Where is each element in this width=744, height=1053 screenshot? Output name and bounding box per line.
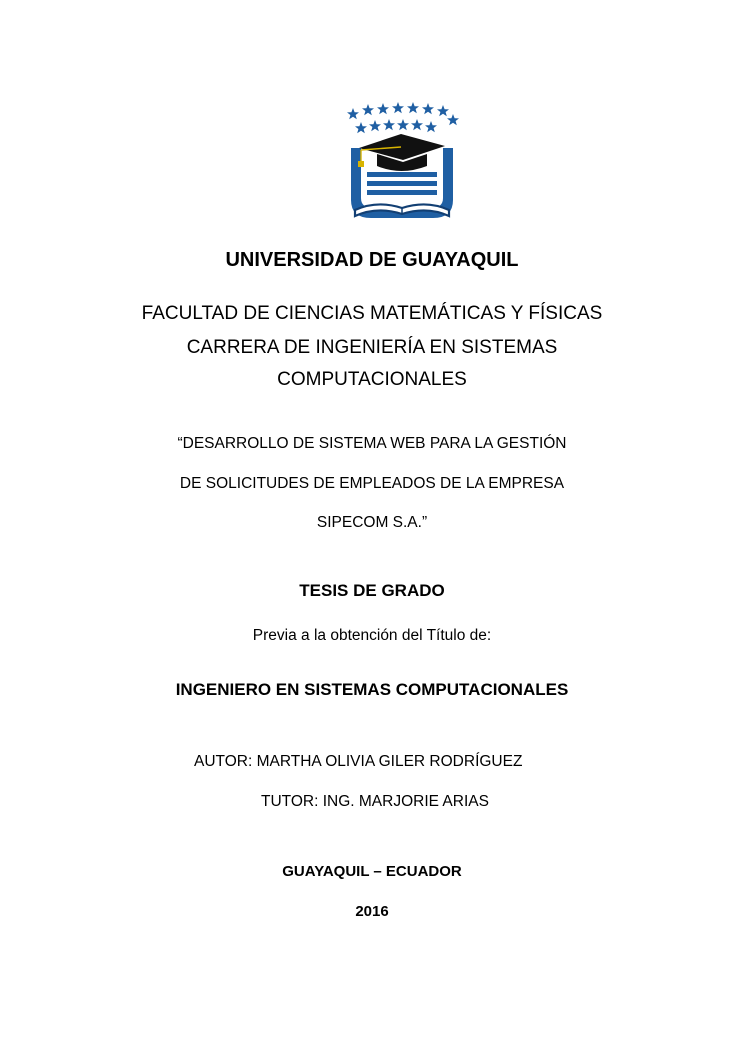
thesis-title-line-2: DE SOLICITUDES DE EMPLEADOS DE LA EMPRESA: [179, 475, 565, 492]
thesis-title-line-1: “DESARROLLO DE SISTEMA WEB PARA LA GESTIÓN: [177, 435, 567, 452]
author-line: AUTOR: MARTHA OLIVIA GILER RODRÍGUEZ: [194, 753, 523, 770]
university-crest-icon: [341, 100, 463, 224]
shield-stripes: [367, 172, 437, 195]
faculty-line-3: COMPUTACIONALES: [277, 369, 467, 390]
degree-title: INGENIERO EN SISTEMAS COMPUTACIONALES: [175, 680, 569, 699]
city-line: GUAYAQUIL – ECUADOR: [282, 863, 462, 880]
faculty-line-2: CARRERA DE INGENIERÍA EN SISTEMAS: [186, 337, 558, 358]
tutor-line: TUTOR: ING. MARJORIE ARIAS: [261, 793, 489, 810]
university-name: UNIVERSIDAD DE GUAYAQUIL: [225, 249, 519, 271]
stars-wreath: [347, 102, 459, 133]
graduation-cap-icon: [358, 134, 445, 171]
degree-type-heading: TESIS DE GRADO: [299, 581, 445, 600]
year-line: 2016: [355, 903, 389, 920]
faculty-line-1: FACULTAD DE CIENCIAS MATEMÁTICAS Y FÍSICAS: [141, 303, 603, 324]
previa-text: Previa a la obtención del Título de:: [252, 627, 492, 644]
thesis-title-line-3: SIPECOM S.A.”: [316, 514, 428, 531]
